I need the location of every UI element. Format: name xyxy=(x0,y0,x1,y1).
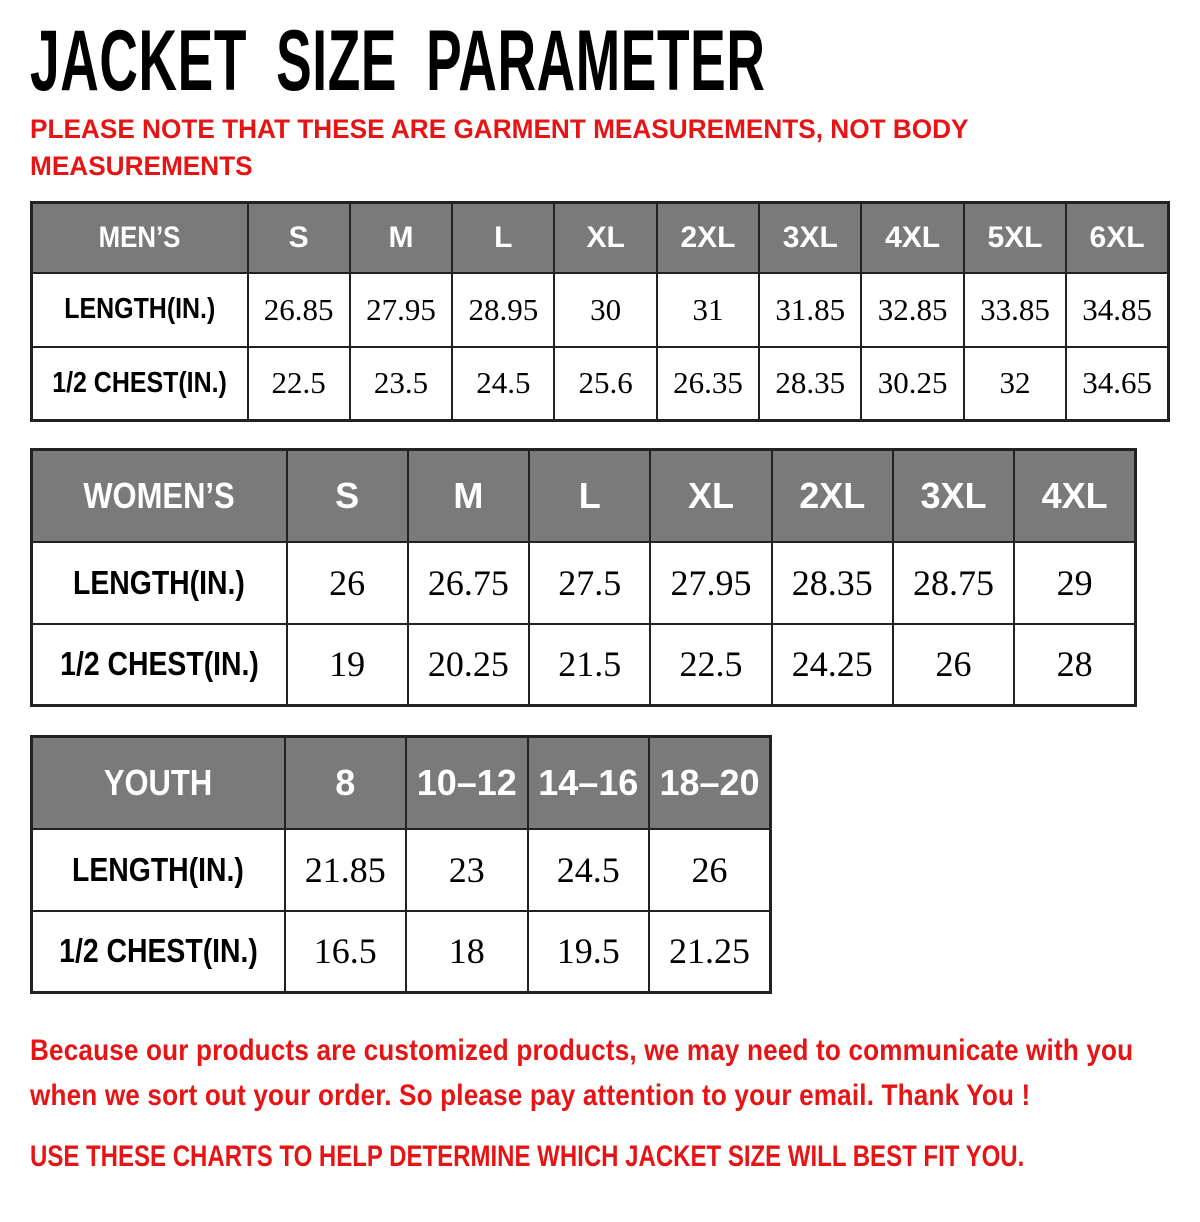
youth-header-row xyxy=(32,737,771,829)
mens-size-header-6xl: 6XL xyxy=(1066,203,1168,273)
measurement-value: 28 xyxy=(1014,624,1135,706)
mens-size-header-4xl: 4XL xyxy=(861,203,963,273)
measurement-value: 28.35 xyxy=(759,347,861,421)
womens-size-header-3xl: 3XL xyxy=(893,450,1014,542)
row-label xyxy=(32,911,285,993)
mens-group-header xyxy=(32,203,248,273)
measurement-value: 32.85 xyxy=(861,273,963,347)
measurement-value: 19 xyxy=(287,624,408,706)
womens-size-header-m: M xyxy=(408,450,529,542)
mens-size-header-3xl: 3XL xyxy=(759,203,861,273)
mens-size-header-5xl: 5XL xyxy=(964,203,1066,273)
womens-group-header-label: WOMEN’S xyxy=(83,474,235,516)
fit-advice xyxy=(30,1138,1170,1176)
womens-size-header-4xl: 4XL xyxy=(1014,450,1135,542)
measurement-value: 25.6 xyxy=(554,347,656,421)
note-line-2: MEASUREMENTS xyxy=(30,151,253,182)
womens-size-table xyxy=(30,448,1170,707)
youth-size-table xyxy=(30,735,1170,994)
youth-row-length-in xyxy=(32,829,771,911)
row-label xyxy=(32,829,285,911)
measurement-value: 24.25 xyxy=(772,624,893,706)
fit-advice-text: USE THESE CHARTS TO HELP DETERMINE WHICH JACKET SIZE WILL BEST FIT YOU. xyxy=(30,1140,1025,1174)
customization-notice-line-1: Because our products are customized products, we may need to communicate with you xyxy=(30,1034,1134,1068)
womens-size-header-xl: XL xyxy=(650,450,771,542)
row-label xyxy=(32,273,248,347)
youth-size-header-14-16: 14–16 xyxy=(528,737,650,829)
measurement-value: 26 xyxy=(893,624,1014,706)
mens-size-header-m: M xyxy=(350,203,452,273)
measurement-value: 26.85 xyxy=(248,273,350,347)
youth-group-header-label: YOUTH xyxy=(104,761,213,803)
note-line-1: PLEASE NOTE THAT THESE ARE GARMENT MEASUREMENTS, NOT BODY xyxy=(30,114,969,145)
measurement-value: 27.95 xyxy=(650,542,771,624)
measurement-value: 27.5 xyxy=(529,542,650,624)
measurement-value: 32 xyxy=(964,347,1066,421)
youth-size-header-8: 8 xyxy=(285,737,407,829)
measurement-value: 26.35 xyxy=(657,347,759,421)
youth-group-header xyxy=(32,737,285,829)
measurement-value: 28.35 xyxy=(772,542,893,624)
youth-size-header-10-12: 10–12 xyxy=(406,737,528,829)
mens-size-header-xl: XL xyxy=(554,203,656,273)
measurement-value: 22.5 xyxy=(650,624,771,706)
row-label xyxy=(32,624,287,706)
mens-row-length-in xyxy=(32,273,1169,347)
garment-measurement-note xyxy=(30,111,1170,185)
measurement-value: 26 xyxy=(287,542,408,624)
measurement-value: 33.85 xyxy=(964,273,1066,347)
measurement-value: 16.5 xyxy=(285,911,407,993)
row-label-text: LENGTH(IN.) xyxy=(73,563,246,601)
measurement-value: 21.85 xyxy=(285,829,407,911)
page-title xyxy=(30,13,1170,109)
measurement-value: 24.5 xyxy=(452,347,554,421)
womens-table xyxy=(30,448,1137,707)
mens-size-header-l: L xyxy=(452,203,554,273)
row-label-text: 1/2 CHEST(IN.) xyxy=(58,932,258,970)
measurement-value: 23 xyxy=(406,829,528,911)
womens-row-1-2-chest-in xyxy=(32,624,1136,706)
mens-size-header-2xl: 2XL xyxy=(657,203,759,273)
measurement-value: 31.85 xyxy=(759,273,861,347)
measurement-value: 28.75 xyxy=(893,542,1014,624)
womens-header-row xyxy=(32,450,1136,542)
mens-size-header-s: S xyxy=(248,203,350,273)
youth-size-header-18-20: 18–20 xyxy=(649,737,771,829)
mens-size-table xyxy=(30,201,1170,422)
measurement-value: 21.25 xyxy=(649,911,771,993)
measurement-value: 24.5 xyxy=(528,829,650,911)
measurement-value: 34.65 xyxy=(1066,347,1168,421)
row-label-text: LENGTH(IN.) xyxy=(72,850,245,888)
womens-size-header-s: S xyxy=(287,450,408,542)
womens-group-header xyxy=(32,450,287,542)
mens-group-header-label: MEN’S xyxy=(98,220,181,254)
womens-size-header-2xl: 2XL xyxy=(772,450,893,542)
womens-size-header-l: L xyxy=(529,450,650,542)
measurement-value: 31 xyxy=(657,273,759,347)
measurement-value: 27.95 xyxy=(350,273,452,347)
row-label-text: LENGTH(IN.) xyxy=(64,293,216,326)
customization-notice xyxy=(30,1028,1170,1118)
jacket-size-chart-page xyxy=(0,13,1200,1222)
youth-row-1-2-chest-in xyxy=(32,911,771,993)
womens-row-length-in xyxy=(32,542,1136,624)
measurement-value: 30 xyxy=(554,273,656,347)
row-label-text: 1/2 CHEST(IN.) xyxy=(52,366,228,399)
measurement-value: 29 xyxy=(1014,542,1135,624)
row-label xyxy=(32,542,287,624)
measurement-value: 26.75 xyxy=(408,542,529,624)
mens-row-1-2-chest-in xyxy=(32,347,1169,421)
row-label-text: 1/2 CHEST(IN.) xyxy=(59,645,259,683)
measurement-value: 18 xyxy=(406,911,528,993)
measurement-value: 26 xyxy=(649,829,771,911)
measurement-value: 23.5 xyxy=(350,347,452,421)
measurement-value: 21.5 xyxy=(529,624,650,706)
measurement-value: 34.85 xyxy=(1066,273,1168,347)
mens-table xyxy=(30,201,1170,422)
row-label xyxy=(32,347,248,421)
measurement-value: 28.95 xyxy=(452,273,554,347)
measurement-value: 22.5 xyxy=(248,347,350,421)
youth-table xyxy=(30,735,772,994)
page-title-text: JACKET SIZE PARAMETER xyxy=(30,13,766,109)
mens-header-row xyxy=(32,203,1169,273)
measurement-value: 20.25 xyxy=(408,624,529,706)
customization-notice-line-2: when we sort out your order. So please pay attention to your email. Thank You ! xyxy=(30,1079,1031,1113)
measurement-value: 19.5 xyxy=(528,911,650,993)
measurement-value: 30.25 xyxy=(861,347,963,421)
